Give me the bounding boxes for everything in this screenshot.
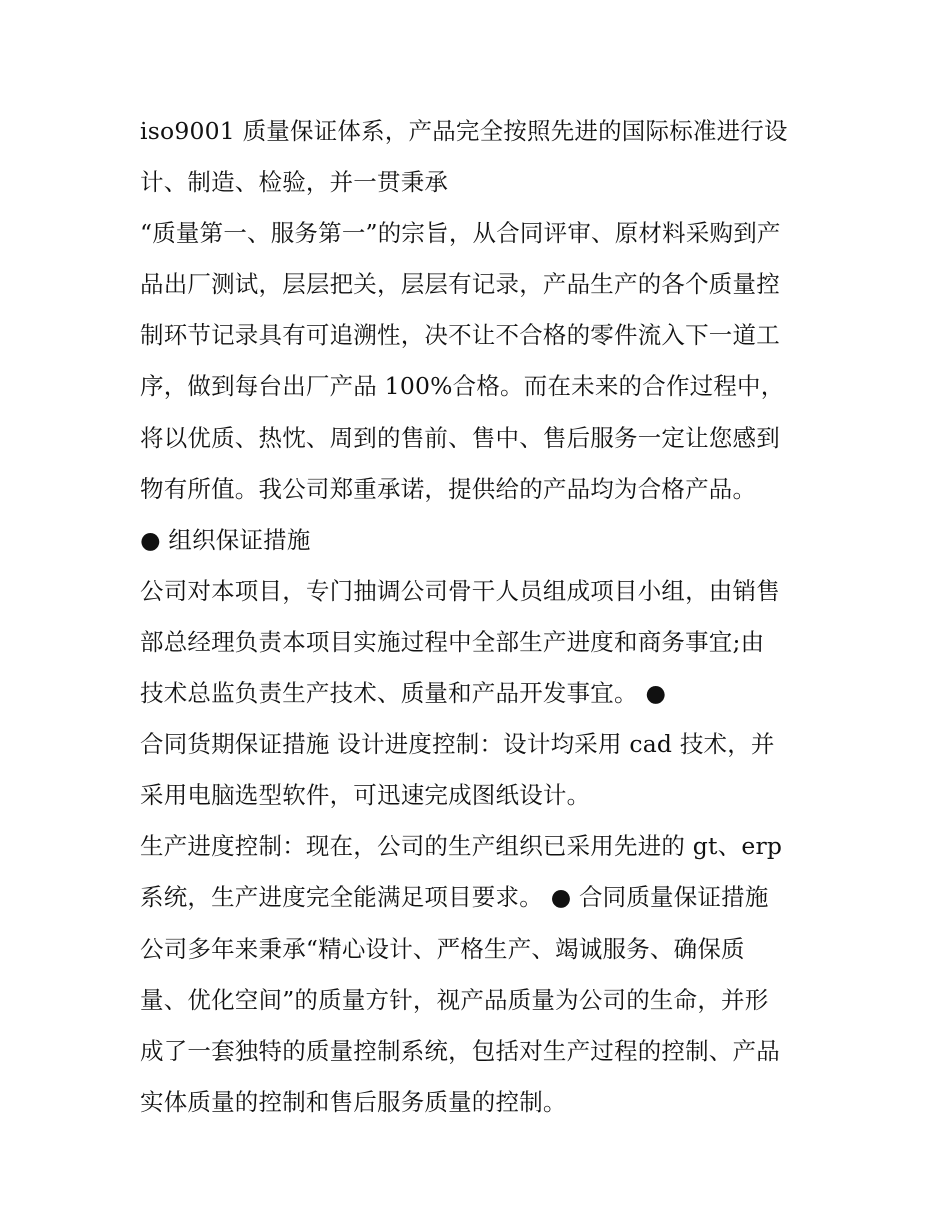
document-body bbox=[140, 106, 820, 1128]
text-line: 实体质量的控制和售后服务质量的控制。 bbox=[140, 1087, 567, 1116]
text-line: 公司多年来秉承“精心设计、严格生产、竭诚服务、确保质 bbox=[140, 934, 745, 963]
text-line: 成了一套独特的质量控制系统，包括对生产过程的控制、产品 bbox=[140, 1036, 780, 1065]
text-line: 制环节记录具有可追溯性，决不让不合格的零件流入下一道工 bbox=[140, 321, 780, 350]
text-line: 采用电脑选型软件，可迅速完成图纸设计。 bbox=[140, 781, 591, 810]
text-line: 将以优质、热忱、周到的售前、售中、售后服务一定让您感到 bbox=[140, 423, 780, 452]
text-line: 量、优化空间”的质量方针，视产品质量为公司的生命，并形 bbox=[140, 985, 769, 1014]
text-line: “质量第一、服务第一”的宗旨，从合同评审、原材料采购到产 bbox=[140, 219, 781, 248]
text-line: 公司对本项目，专门抽调公司骨干人员组成项目小组，由销售 bbox=[140, 576, 780, 605]
section-heading-organization: ● 组织保证措施 bbox=[140, 525, 311, 554]
text-line: 合同货期保证措施 设计进度控制：设计均采用 cad 技术，并 bbox=[140, 730, 775, 759]
text-line: 计、制造、检验，并一贯秉承 bbox=[140, 168, 449, 197]
text-line: 生产进度控制：现在，公司的生产组织已采用先进的 gt、erp bbox=[140, 832, 783, 861]
text-line: 品出厂测试，层层把关，层层有记录，产品生产的各个质量控 bbox=[140, 270, 780, 299]
text-line: iso9001 质量保证体系，产品完全按照先进的国际标准进行设 bbox=[140, 117, 788, 145]
text-line: 技术总监负责生产技术、质量和产品开发事宜。 ● bbox=[140, 679, 667, 708]
text-line: 序，做到每台出厂产品 100%合格。而在未来的合作过程中， bbox=[140, 372, 785, 401]
text-line: 物有所值。我公司郑重承诺，提供给的产品均为合格产品。 bbox=[140, 474, 757, 503]
text-line: 部总经理负责本项目实施过程中全部生产进度和商务事宜;由 bbox=[140, 627, 765, 656]
text-line: 系统，生产进度完全能满足项目要求。 ● 合同质量保证措施 bbox=[140, 883, 769, 912]
